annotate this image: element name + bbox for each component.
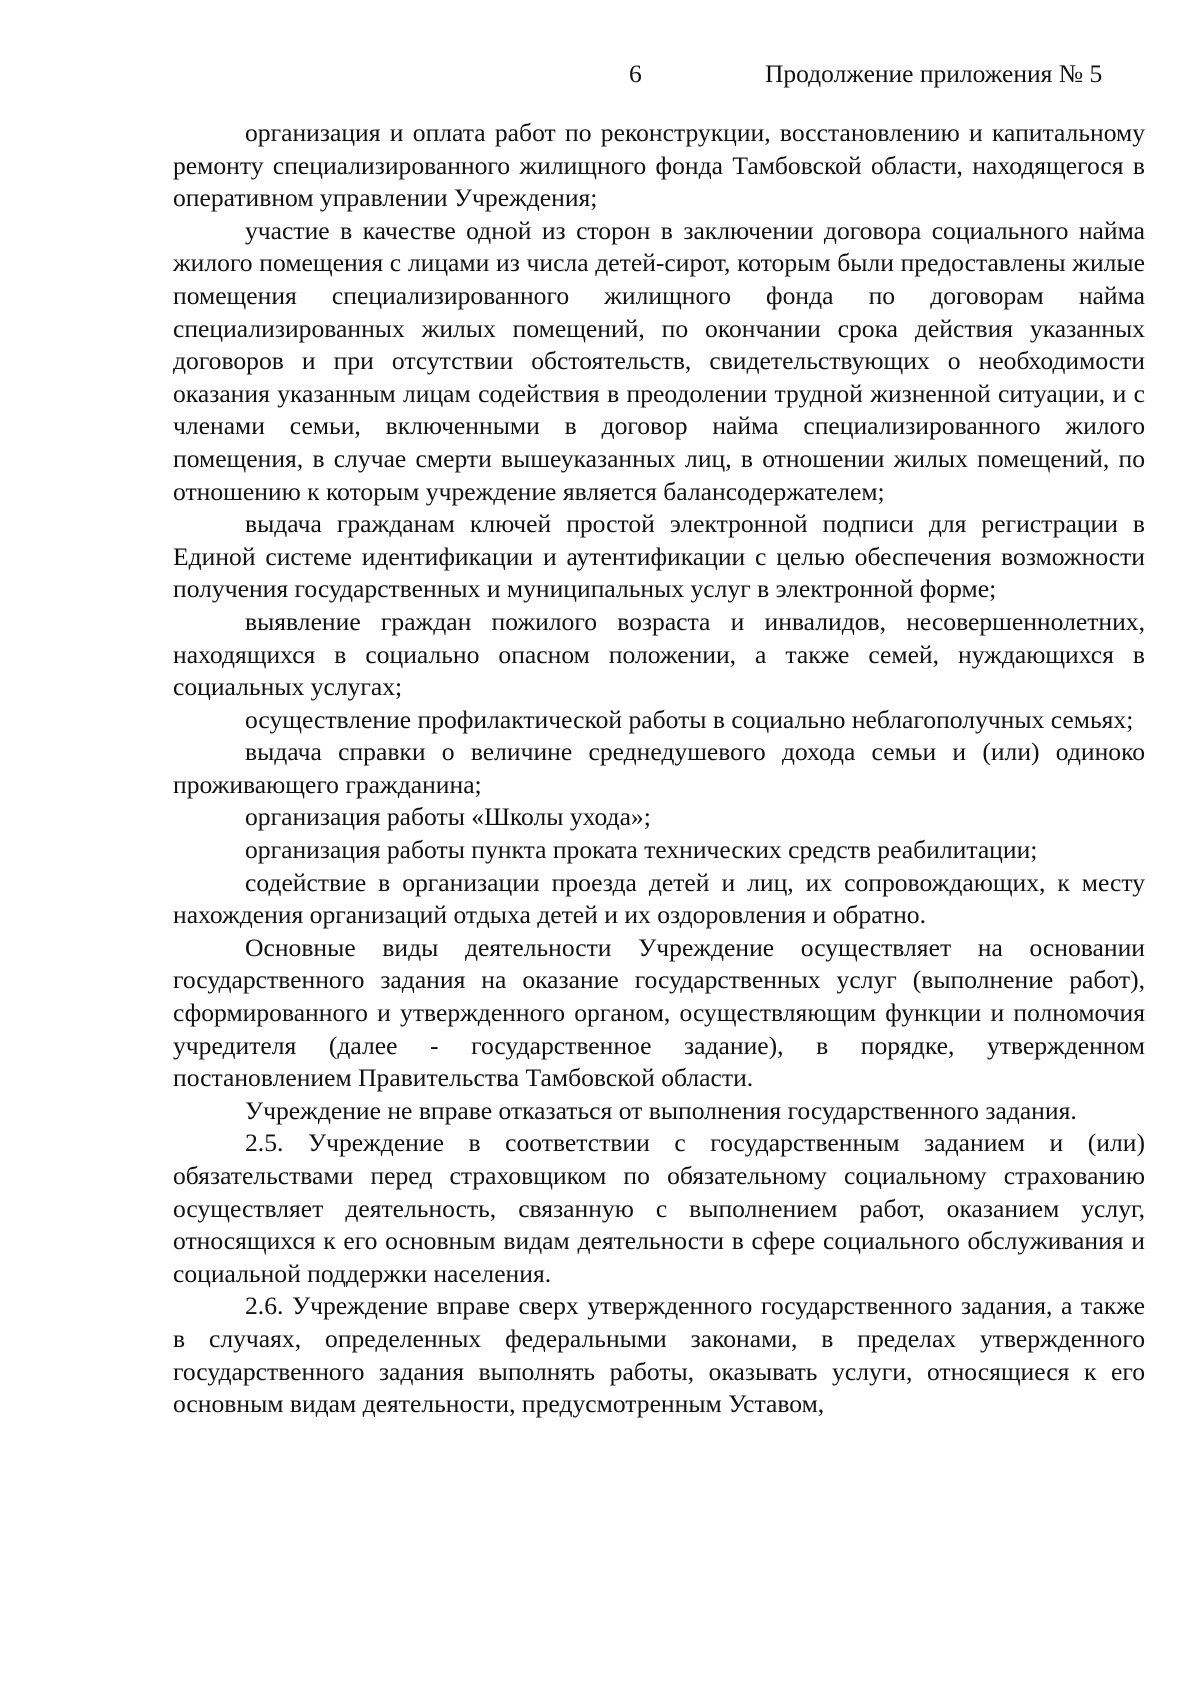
paragraph-children-travel-assistance: содействие в организации проезда детей и лиц, их сопровождающих, к месту нахождения организаций отдыха детей и их оздоровления и обратно. [173,867,1145,930]
paragraph-clause-2-6: 2.6. Учреждение вправе сверх утвержденного государственного задания, а также в случаях, определенных федеральными законами, в пределах утвержденного государственного задания выполнять работы, оказывать услуги, относящиеся к его основным видам деятельности, предусмотренным Уставом, [173,1291,1145,1419]
paragraph-clause-2-5: 2.5. Учреждение в соответствии с государственным заданием и (или) обязательствами перед страховщиком по обязательному социальному страхованию осуществляет деятельность, связанную с выполнением работ, оказанием услуг, относящихся к его основным видам деятельности в сфере социального обслуживания и социальной поддержки населения. [173,1128,1145,1288]
paragraph-preventive-work: осуществление профилактической работы в социально неблагополучных семьях; [245,704,1134,734]
paragraph-state-assignment-basis: Основные виды деятельности Учреждение осуществляет на основании государственного задания на оказание государственных услуг (выполнение работ), сформированного и утвержденного органом, осуществляющим функции и полномочия учредителя (далее - государственное задание), в порядке, утвержденном постановлением Правительства Тамбовской области. [173,932,1145,1093]
appendix-caption: Продолжение приложения № 5 [765,59,1103,88]
paragraph-rehabilitation-rental: организация работы пункта проката технических средств реабилитации; [245,835,1038,865]
paragraph-identification-of-citizens: выявление граждан пожилого возраста и инвалидов, несовершеннолетних, находящихся в социально опасном положении, а также семей, нуждающихся в социальных услугах; [173,606,1145,702]
document-body [173,117,1145,1421]
paragraph-social-rent-contract: участие в качестве одной из сторон в заключении договора социального найма жилого помещения с лицами из числа детей-сирот, которым были предоставлены жилые помещения специализированного жилищного фонда по договорам найма специализированных жилых помещений, по окончании срока действия указанных договоров и при отсутствии обстоятельств, свидетельствующих о необходимости оказания указанным лицам содействия в преодолении трудной жизненной ситуации, и с членами семьи, включенными в договор найма специализированного жилого помещения, в случае смерти вышеуказанных лиц, в отношении жилых помещений, по отношению к которым учреждение является балансодержателем; [173,215,1145,506]
paragraph-income-certificate: выдача справки о величине среднедушевого дохода семьи и (или) одиноко проживающего гражданина; [173,737,1145,799]
paragraph-reconstruction-works: организация и оплата работ по реконструкции, восстановлению и капитальному ремонту специализированного жилищного фонда Тамбовской области, находящегося в оперативном управлении Учреждения; [173,118,1145,213]
page-number: 6 [629,59,642,88]
paragraph-electronic-signature-keys: выдача гражданам ключей простой электронной подписи для регистрации в Единой системе идентификации и аутентификации с целью обеспечения возможности получения государственных и муниципальных услуг в электронной форме; [173,509,1145,604]
paragraph-cannot-refuse-assignment: Учреждение не вправе отказаться от выполнения государственного задания. [245,1095,1077,1125]
paragraph-care-school: организация работы «Школы ухода»; [245,802,651,832]
